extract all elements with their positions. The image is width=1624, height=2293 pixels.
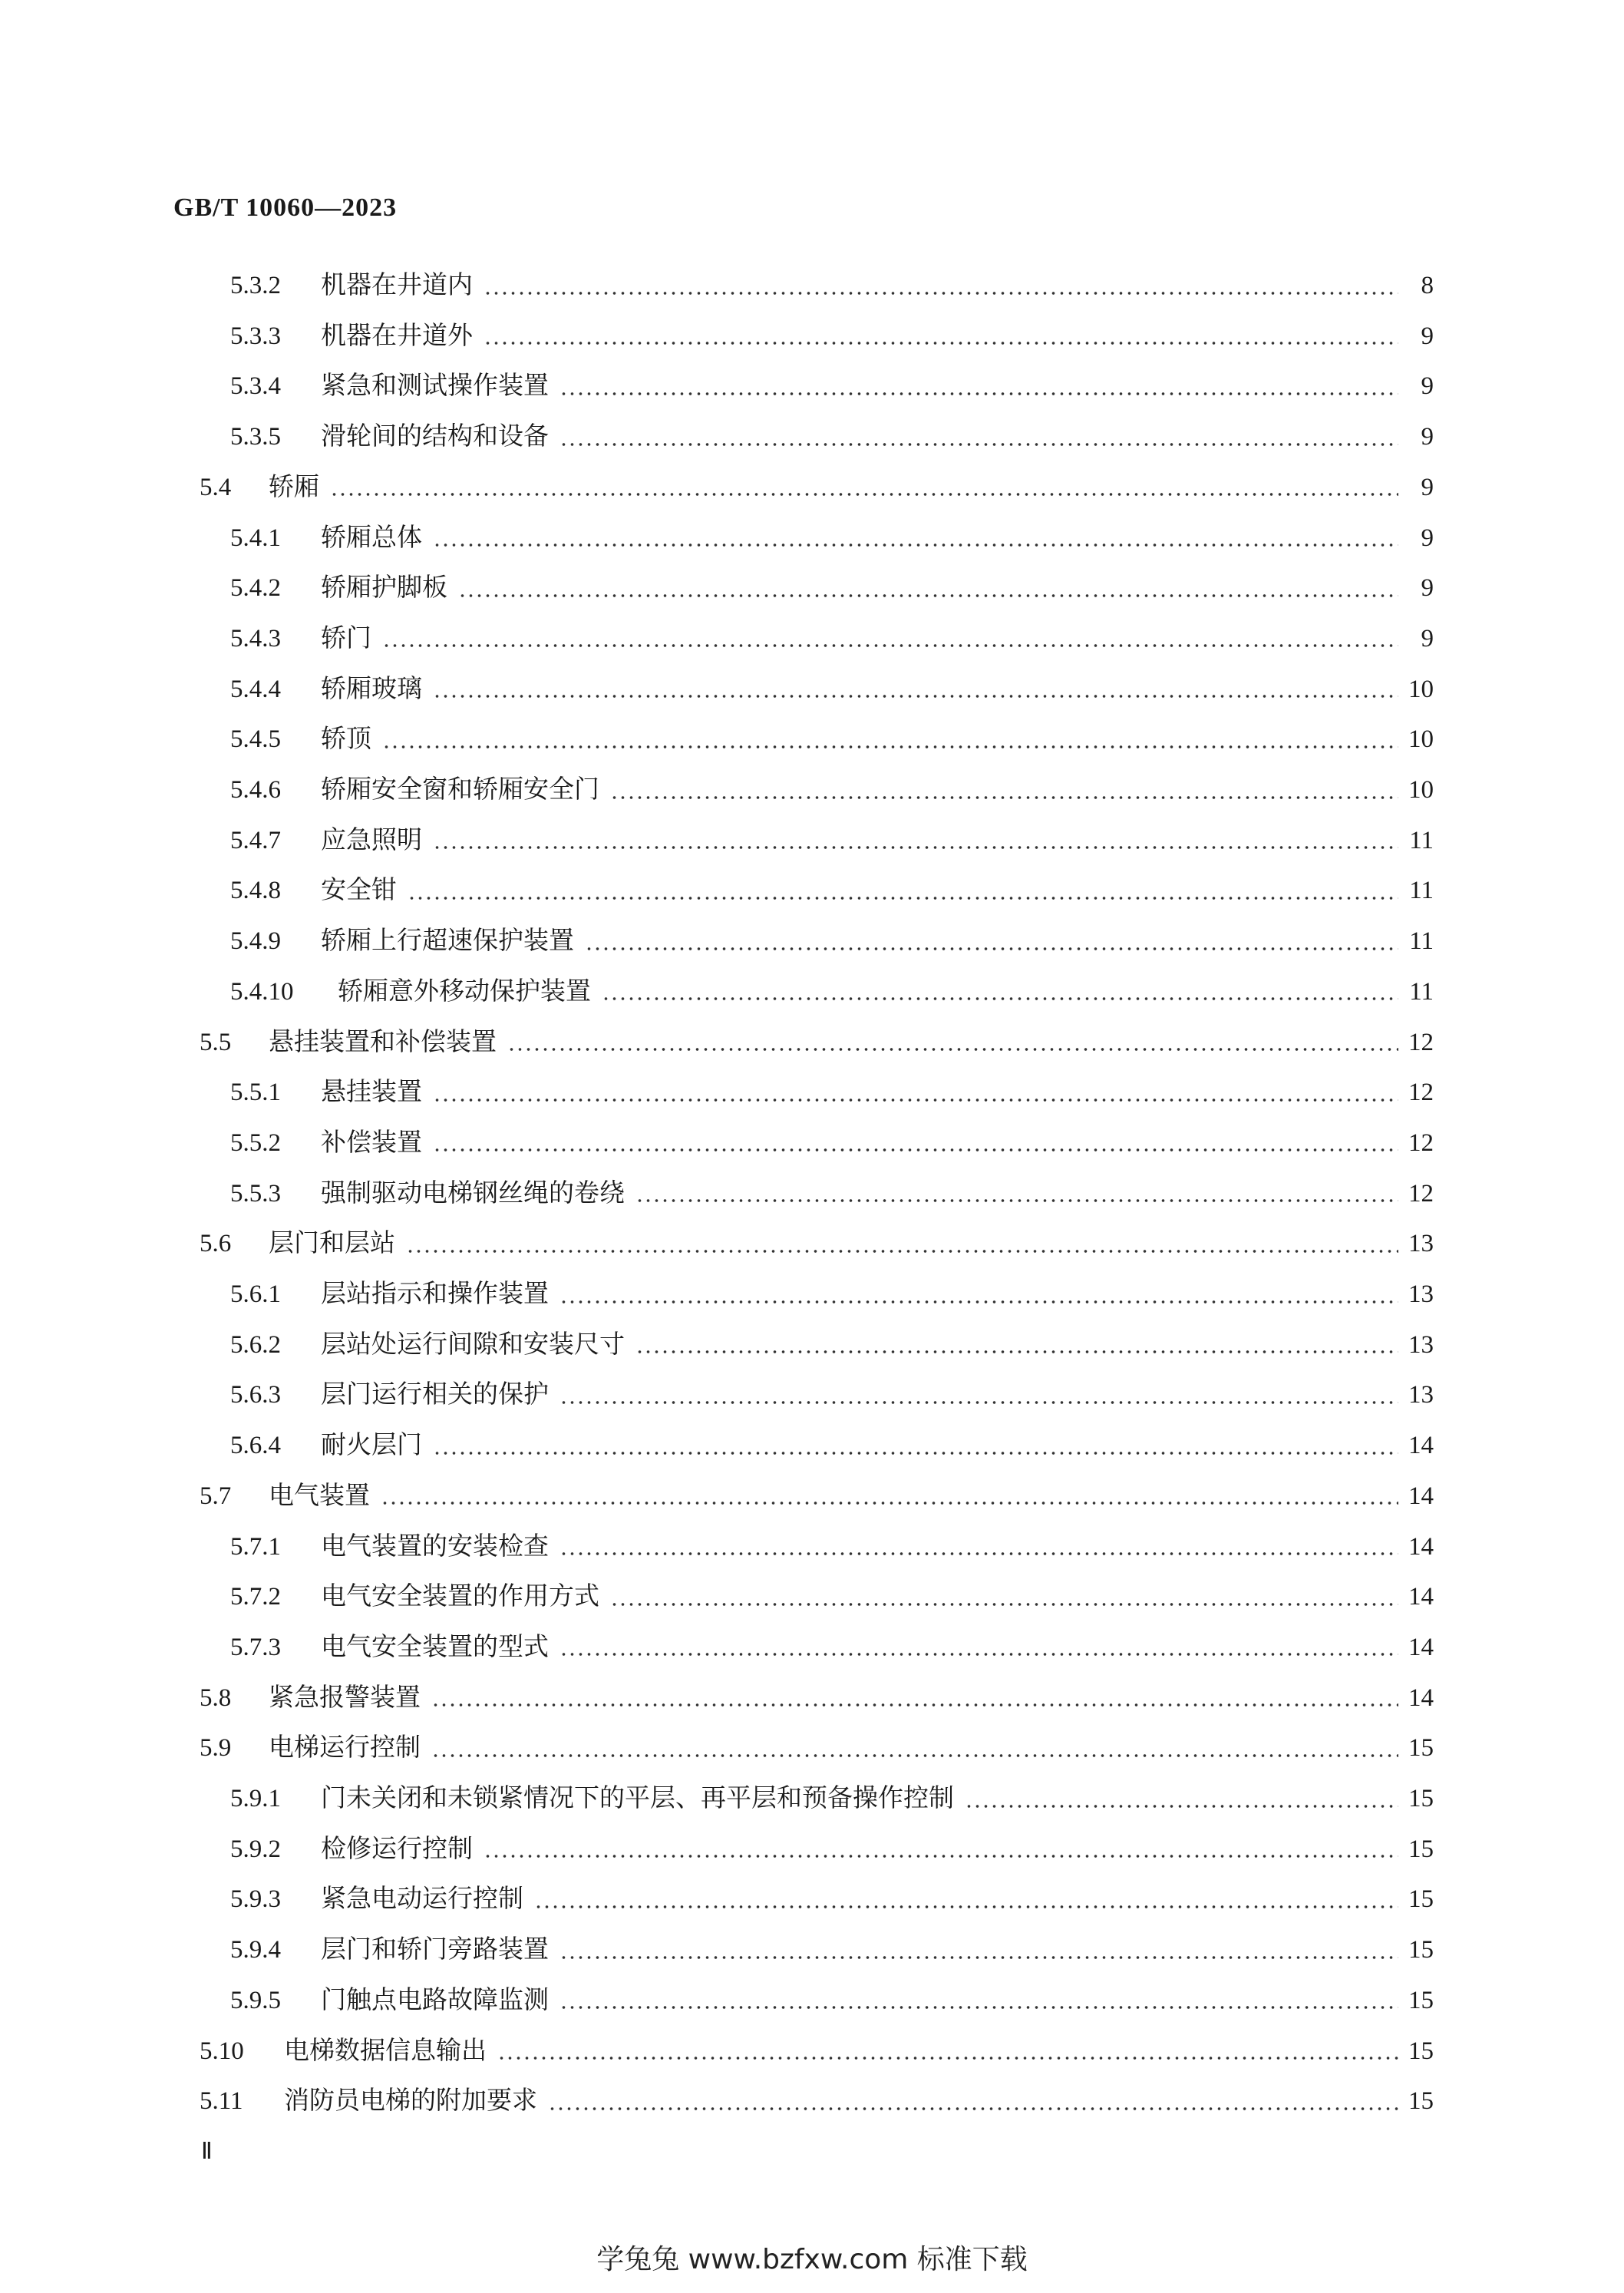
toc-entry-number: 5.5.2 bbox=[230, 1128, 281, 1157]
toc-dot-leader bbox=[559, 376, 1398, 401]
toc-entry-title: 耐火层门 bbox=[321, 1429, 422, 1460]
toc-entry-number: 5.9.5 bbox=[230, 1986, 281, 2014]
toc-dot-leader bbox=[458, 578, 1398, 603]
toc-dot-leader bbox=[965, 1789, 1398, 1814]
toc-entry-title: 门未关闭和未锁紧情况下的平层、再平层和预备操作控制 bbox=[321, 1783, 954, 1812]
toc-entry[interactable] bbox=[230, 1173, 1434, 1219]
toc-entry-title: 紧急电动运行控制 bbox=[321, 1883, 523, 1914]
toc-entry-page: 14 bbox=[1408, 1482, 1434, 1510]
toc-entry[interactable] bbox=[230, 416, 1434, 462]
toc-entry-page: 15 bbox=[1408, 2087, 1434, 2116]
toc-entry-title: 轿厢意外移动保护装置 bbox=[338, 975, 591, 1006]
toc-entry-page: 11 bbox=[1409, 977, 1434, 1006]
toc-dot-leader bbox=[406, 1234, 1398, 1259]
toc-entry-title: 层门和轿门旁路装置 bbox=[321, 1934, 549, 1964]
toc-entry[interactable] bbox=[200, 1022, 1434, 1068]
toc-entry[interactable] bbox=[230, 1072, 1434, 1118]
toc-entry[interactable] bbox=[230, 517, 1434, 563]
toc-entry-title: 轿顶 bbox=[321, 723, 371, 754]
toc-entry[interactable] bbox=[230, 1627, 1434, 1673]
toc-dot-leader bbox=[382, 729, 1398, 755]
toc-entry-title: 轿厢护脚板 bbox=[321, 572, 447, 603]
toc-entry-title: 补偿装置 bbox=[321, 1126, 422, 1157]
toc-entry[interactable] bbox=[200, 1223, 1434, 1269]
document-id-header: GB/T 10060—2023 bbox=[173, 193, 398, 222]
toc-dot-leader bbox=[635, 1334, 1398, 1360]
toc-dot-leader bbox=[497, 2040, 1398, 2066]
toc-entry-page: 9 bbox=[1421, 473, 1434, 501]
toc-entry-page: 15 bbox=[1408, 2037, 1434, 2065]
toc-dot-leader bbox=[484, 276, 1398, 301]
toc-entry-page: 10 bbox=[1408, 675, 1434, 703]
toc-dot-leader bbox=[559, 1536, 1398, 1561]
toc-entry-number: 5.7.2 bbox=[230, 1583, 281, 1611]
toc-dot-leader bbox=[433, 1082, 1398, 1108]
toc-entry[interactable] bbox=[200, 2030, 1434, 2077]
toc-entry-title: 轿厢上行超速保护装置 bbox=[321, 925, 574, 956]
toc-entry-title: 门触点电路故障监测 bbox=[321, 1984, 549, 2014]
toc-entry[interactable] bbox=[230, 316, 1434, 362]
toc-entry-page: 15 bbox=[1408, 1835, 1434, 1863]
toc-entry-page: 13 bbox=[1408, 1381, 1434, 1409]
toc-dot-leader bbox=[559, 1637, 1398, 1662]
toc-dot-leader bbox=[559, 1385, 1398, 1410]
toc-entry[interactable] bbox=[230, 1526, 1434, 1572]
toc-entry-title: 紧急和测试操作装置 bbox=[321, 370, 549, 401]
toc-entry-title: 电梯数据信息输出 bbox=[284, 2034, 487, 2065]
toc-entry-title: 消防员电梯的附加要求 bbox=[284, 2085, 537, 2116]
toc-entry-title: 层门和层站 bbox=[269, 1227, 395, 1258]
toc-dot-leader bbox=[548, 2091, 1398, 2116]
toc-dot-leader bbox=[381, 1485, 1398, 1511]
toc-entry-title: 轿厢玻璃 bbox=[321, 672, 422, 703]
toc-entry-title: 层站指示和操作装置 bbox=[321, 1278, 549, 1308]
toc-entry-title: 电气安全装置的作用方式 bbox=[321, 1581, 599, 1611]
toc-entry-page: 12 bbox=[1408, 1179, 1434, 1208]
toc-entry-title: 悬挂装置和补偿装置 bbox=[269, 1026, 497, 1056]
toc-entry-title: 检修运行控制 bbox=[321, 1832, 473, 1863]
toc-dot-leader bbox=[610, 780, 1398, 805]
toc-dot-leader bbox=[484, 325, 1398, 351]
toc-entry-title: 安全钳 bbox=[321, 874, 397, 905]
toc-dot-leader bbox=[559, 1990, 1398, 2015]
toc-entry-page: 15 bbox=[1408, 1885, 1434, 1914]
toc-dot-leader bbox=[559, 427, 1398, 452]
toc-entry[interactable] bbox=[230, 567, 1434, 613]
toc-entry-number: 5.5.1 bbox=[230, 1079, 281, 1107]
toc-entry-number: 5.4 bbox=[200, 473, 232, 501]
toc-entry-number: 5.6.1 bbox=[230, 1280, 281, 1308]
toc-entry-number: 5.6 bbox=[200, 1230, 232, 1258]
toc-entry-number: 5.9.3 bbox=[230, 1885, 281, 1914]
toc-entry-title: 机器在井道外 bbox=[321, 319, 473, 350]
page-number: Ⅱ bbox=[201, 2139, 213, 2164]
toc-entry-number: 5.3.5 bbox=[230, 423, 281, 451]
toc-entry-title: 应急照明 bbox=[321, 824, 422, 854]
toc-dot-leader bbox=[585, 931, 1398, 957]
toc-entry[interactable] bbox=[230, 365, 1434, 411]
toc-entry-page: 8 bbox=[1421, 272, 1434, 299]
toc-entry[interactable] bbox=[230, 1274, 1434, 1320]
toc-entry-page: 9 bbox=[1421, 372, 1434, 401]
toc-entry-number: 5.11 bbox=[200, 2087, 243, 2116]
toc-entry[interactable] bbox=[200, 1727, 1434, 1773]
toc-entry-number: 5.7 bbox=[200, 1482, 232, 1510]
toc-entry-number: 5.9.2 bbox=[230, 1835, 281, 1863]
toc-entry-number: 5.4.4 bbox=[230, 675, 281, 703]
toc-entry-page: 15 bbox=[1408, 1936, 1434, 1964]
toc-entry[interactable] bbox=[230, 1122, 1434, 1168]
toc-entry-number: 5.5 bbox=[200, 1028, 232, 1056]
toc-dot-leader bbox=[635, 1183, 1398, 1208]
toc-entry[interactable] bbox=[230, 1878, 1434, 1925]
toc-entry-title: 机器在井道内 bbox=[321, 269, 473, 299]
toc-entry-page: 13 bbox=[1408, 1330, 1434, 1359]
toc-dot-leader bbox=[559, 1940, 1398, 1965]
toc-entry-page: 11 bbox=[1409, 826, 1434, 854]
toc-entry[interactable] bbox=[200, 1475, 1434, 1522]
toc-dot-leader bbox=[382, 628, 1398, 653]
watermark-footer: 学兔兔 www.bzfxw.com 标准下载 bbox=[596, 2244, 1028, 2275]
toc-entry-page: 12 bbox=[1408, 1128, 1434, 1157]
toc-dot-leader bbox=[433, 527, 1398, 553]
toc-entry-number: 5.3.4 bbox=[230, 372, 281, 401]
toc-entry-title: 电梯运行控制 bbox=[269, 1732, 421, 1763]
toc-dot-leader bbox=[433, 1132, 1398, 1158]
toc-entry-page: 13 bbox=[1408, 1280, 1434, 1308]
toc-dot-leader bbox=[610, 1587, 1398, 1612]
toc-entry[interactable] bbox=[200, 467, 1434, 513]
toc-entry-page: 14 bbox=[1408, 1683, 1434, 1712]
toc-entry-number: 5.7.1 bbox=[230, 1532, 281, 1561]
toc-entry-title: 滑轮间的结构和设备 bbox=[321, 421, 549, 451]
toc-dot-leader bbox=[602, 981, 1398, 1006]
toc-entry-title: 电气安全装置的型式 bbox=[321, 1631, 549, 1661]
toc-entry-number: 5.4.2 bbox=[230, 574, 281, 603]
toc-dot-leader bbox=[559, 1284, 1398, 1310]
toc-entry-title: 层门运行相关的保护 bbox=[321, 1379, 549, 1409]
toc-entry-page: 11 bbox=[1409, 877, 1434, 905]
toc-entry-title: 层站处运行间隙和安装尺寸 bbox=[321, 1328, 625, 1359]
toc-entry[interactable] bbox=[230, 769, 1434, 815]
toc-entry[interactable] bbox=[230, 618, 1434, 664]
toc-dot-leader bbox=[431, 1738, 1398, 1763]
toc-entry-page: 9 bbox=[1421, 574, 1434, 603]
toc-entry-title: 紧急报警装置 bbox=[269, 1681, 421, 1712]
toc-entry-page: 12 bbox=[1408, 1028, 1434, 1056]
toc-entry-number: 5.6.3 bbox=[230, 1381, 281, 1409]
toc-entry-page: 9 bbox=[1421, 322, 1434, 350]
toc-entry-title: 轿门 bbox=[321, 622, 371, 653]
toc-entry-title: 电气装置 bbox=[269, 1479, 370, 1510]
toc-entry-title: 轿厢总体 bbox=[321, 521, 422, 552]
toc-entry[interactable] bbox=[200, 2080, 1434, 2126]
toc-entry-number: 5.9.1 bbox=[230, 1785, 281, 1812]
toc-entry[interactable] bbox=[230, 1324, 1434, 1370]
toc-dot-leader bbox=[431, 1687, 1398, 1713]
toc-entry[interactable] bbox=[230, 1929, 1434, 1975]
toc-entry-page: 15 bbox=[1408, 1734, 1434, 1763]
toc-entry[interactable] bbox=[230, 669, 1434, 715]
toc-dot-leader bbox=[433, 1436, 1398, 1461]
toc-entry-title: 轿厢安全窗和轿厢安全门 bbox=[321, 774, 599, 804]
toc-entry[interactable] bbox=[230, 1576, 1434, 1622]
toc-entry[interactable] bbox=[230, 1425, 1434, 1471]
toc-entry[interactable] bbox=[230, 920, 1434, 966]
toc-entry-page: 12 bbox=[1408, 1079, 1434, 1107]
toc-dot-leader bbox=[408, 881, 1398, 906]
toc-entry-number: 5.7.3 bbox=[230, 1633, 281, 1661]
toc-entry-number: 5.9.4 bbox=[230, 1936, 281, 1964]
toc-entry[interactable] bbox=[230, 870, 1434, 916]
toc-entry-page: 15 bbox=[1408, 1986, 1434, 2014]
toc-dot-leader bbox=[534, 1889, 1398, 1915]
toc-entry[interactable] bbox=[200, 1677, 1434, 1723]
toc-entry-page: 10 bbox=[1408, 776, 1434, 804]
toc-entry-number: 5.4.10 bbox=[230, 977, 294, 1006]
toc-entry-number: 5.4.8 bbox=[230, 877, 281, 905]
toc-dot-leader bbox=[433, 679, 1398, 704]
toc-entry-page: 15 bbox=[1408, 1785, 1434, 1812]
toc-entry-number: 5.6.2 bbox=[230, 1330, 281, 1359]
toc-dot-leader bbox=[507, 1032, 1398, 1057]
toc-entry-number: 5.3.2 bbox=[230, 272, 281, 299]
toc-entry[interactable] bbox=[230, 719, 1434, 765]
toc-entry-number: 5.4.7 bbox=[230, 826, 281, 854]
toc-entry[interactable] bbox=[230, 265, 1434, 311]
toc-entry[interactable] bbox=[230, 1980, 1434, 2026]
toc-entry-number: 5.8 bbox=[200, 1683, 232, 1712]
toc-entry-number: 5.10 bbox=[200, 2037, 244, 2065]
toc-entry-title: 轿厢 bbox=[269, 471, 319, 501]
toc-entry[interactable] bbox=[230, 1829, 1434, 1875]
toc-entry-page: 13 bbox=[1408, 1230, 1434, 1258]
toc-entry-page: 9 bbox=[1421, 524, 1434, 552]
toc-dot-leader bbox=[484, 1839, 1398, 1864]
toc-entry-number: 5.5.3 bbox=[230, 1179, 281, 1208]
toc-entry[interactable] bbox=[230, 1778, 1434, 1824]
toc-entry-number: 5.4.5 bbox=[230, 725, 281, 754]
toc-entry-title: 悬挂装置 bbox=[321, 1076, 422, 1107]
toc-entry-page: 14 bbox=[1408, 1532, 1434, 1561]
toc-entry-number: 5.4.6 bbox=[230, 776, 281, 804]
toc-entry-title: 电气装置的安装检查 bbox=[321, 1530, 549, 1561]
toc-entry-number: 5.4.9 bbox=[230, 927, 281, 956]
toc-dot-leader bbox=[433, 830, 1398, 855]
toc-entry-number: 5.9 bbox=[200, 1734, 232, 1763]
toc-entry-number: 5.6.4 bbox=[230, 1432, 281, 1460]
toc-entry-number: 5.3.3 bbox=[230, 322, 281, 350]
toc-entry[interactable] bbox=[230, 971, 1434, 1017]
toc-entry-page: 9 bbox=[1421, 624, 1434, 653]
toc-dot-leader bbox=[330, 477, 1398, 502]
toc-entry-number: 5.4.1 bbox=[230, 524, 281, 552]
toc-entry-page: 14 bbox=[1408, 1633, 1434, 1661]
toc-entry-page: 10 bbox=[1408, 725, 1434, 754]
toc-entry-page: 14 bbox=[1408, 1583, 1434, 1611]
toc-entry-number: 5.4.3 bbox=[230, 624, 281, 653]
toc-entry-page: 11 bbox=[1409, 927, 1434, 956]
toc-entry-title: 强制驱动电梯钢丝绳的卷绕 bbox=[321, 1177, 625, 1208]
toc-entry-page: 14 bbox=[1408, 1432, 1434, 1460]
toc-entry-page: 9 bbox=[1421, 423, 1434, 451]
toc-entry[interactable] bbox=[230, 1374, 1434, 1420]
toc-entry[interactable] bbox=[230, 820, 1434, 866]
